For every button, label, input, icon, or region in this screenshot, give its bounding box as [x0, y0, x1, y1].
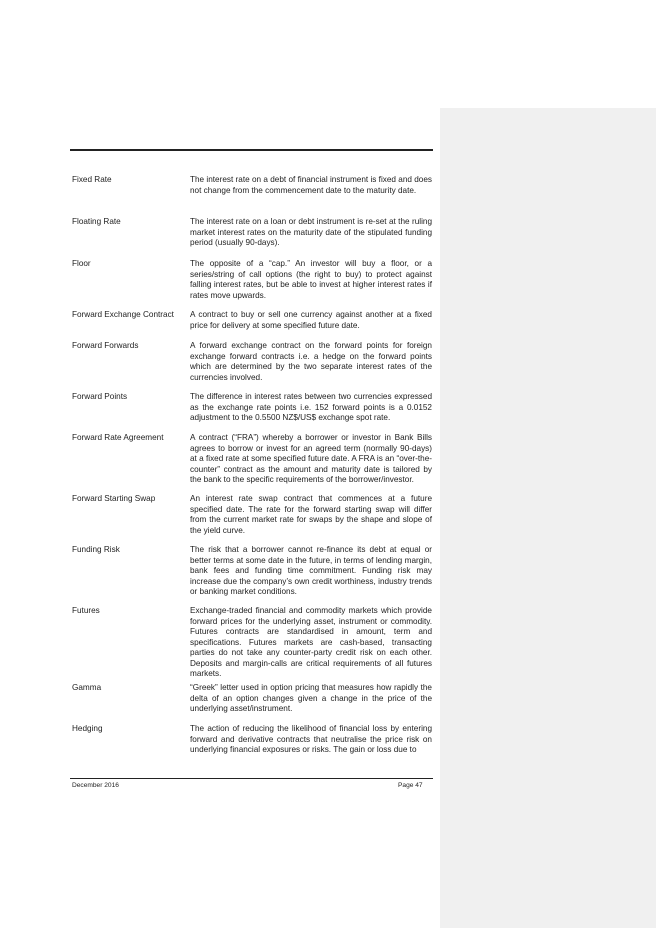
glossary-definition: The opposite of a “cap.” An investor will buy a floor, or a series/string of call options (the right to buy) to protect against falling interest rates, but be able to invest at higher interest rates if rates move upwards. [190, 259, 432, 300]
glossary-entry [72, 606, 432, 683]
glossary-entry [72, 175, 432, 217]
footer-date: December 2016 [72, 782, 119, 789]
glossary-definition: The interest rate on a debt of financial instrument is fixed and does not change from the commencement date to the maturity date. [190, 175, 432, 195]
glossary-term: Forward Exchange Contract [72, 310, 174, 319]
glossary-definition: A contract (“FRA”) whereby a borrower or investor in Bank Bills agrees to borrow or invest for an agreed term (normally 90-days) at a fixed rate at some specified future date. A FRA is an “over-the-counter” contract as the amount and maturity date is tailored by the bank to the specific requirements of the borrower/investor. [190, 433, 432, 484]
glossary-entry [72, 217, 432, 259]
glossary-definition: The interest rate on a loan or debt instrument is re-set at the ruling market interest rates on the maturity date of the stipulated funding period (usually 90-days). [190, 217, 432, 247]
glossary-definition: The difference in interest rates between two currencies expressed as the exchange rate points i.e. 152 forward points is a 0.0152 adjustment to the 0.5500 NZ$/US$ exchange spot rate. [190, 392, 432, 422]
glossary-definition: A forward exchange contract on the forward points for foreign exchange forward contracts i.e. a hedge on the forward points which are determined by the two separate interest rates of the currencies involved. [190, 341, 432, 382]
glossary-entry [72, 310, 432, 341]
glossary-definition: “Greek” letter used in option pricing that measures how rapidly the delta of an option changes given a change in the price of the underlying asset/instrument. [190, 683, 432, 713]
glossary-term: Futures [72, 606, 100, 615]
glossary-entry [72, 392, 432, 433]
glossary-entry [72, 545, 432, 606]
glossary-definition: The action of reducing the likelihood of financial loss by entering forward and derivative contracts that neutralise the price risk on underlying financial exposures or risks. The gain or loss due to [190, 724, 432, 754]
glossary-term: Gamma [72, 683, 102, 692]
glossary-term: Forward Forwards [72, 341, 139, 350]
footer-rule [70, 778, 433, 779]
glossary-term: Hedging [72, 724, 103, 733]
glossary-entry [72, 341, 432, 392]
glossary-definition: The risk that a borrower cannot re-finance its debt at equal or better terms at some date in the future, in terms of lending margin, bank fees and funding time commitment. Funding risk may increase due the company’s own credit worthiness, industry trends or banking market conditions. [190, 545, 432, 596]
glossary-entry [72, 259, 432, 310]
glossary-definition: A contract to buy or sell one currency against another at a fixed price for delivery at some specified future date. [190, 310, 432, 330]
page-number: Page 47 [398, 782, 423, 789]
glossary-term: Floating Rate [72, 217, 121, 226]
glossary-entry [72, 494, 432, 545]
glossary-entry [72, 724, 432, 760]
comment-margin-panel [440, 108, 656, 928]
glossary-entry [72, 433, 432, 494]
glossary-term: Forward Rate Agreement [72, 433, 164, 442]
glossary-definition: An interest rate swap contract that commences at a future specified date. The rate for the forward starting swap will differ from the current market rate for swaps by the shape and slope of the yield curve. [190, 494, 432, 535]
glossary-term: Forward Starting Swap [72, 494, 156, 503]
glossary-term: Floor [72, 259, 91, 268]
glossary-entry [72, 683, 432, 724]
glossary-term: Forward Points [72, 392, 128, 401]
glossary-term: Fixed Rate [72, 175, 112, 184]
glossary-list [72, 175, 432, 760]
header-rule [70, 149, 433, 151]
glossary-term: Funding Risk [72, 545, 120, 554]
glossary-definition: Exchange-traded financial and commodity markets which provide forward prices for the underlying asset, instrument or commodity. Futures contracts are standardised in amount, term and specifications. Futures markets are cash-based, transacting parties do not take any counter-party credit risk on each other. Deposits and margin-calls are critical requirements of all futures markets. [190, 606, 432, 678]
